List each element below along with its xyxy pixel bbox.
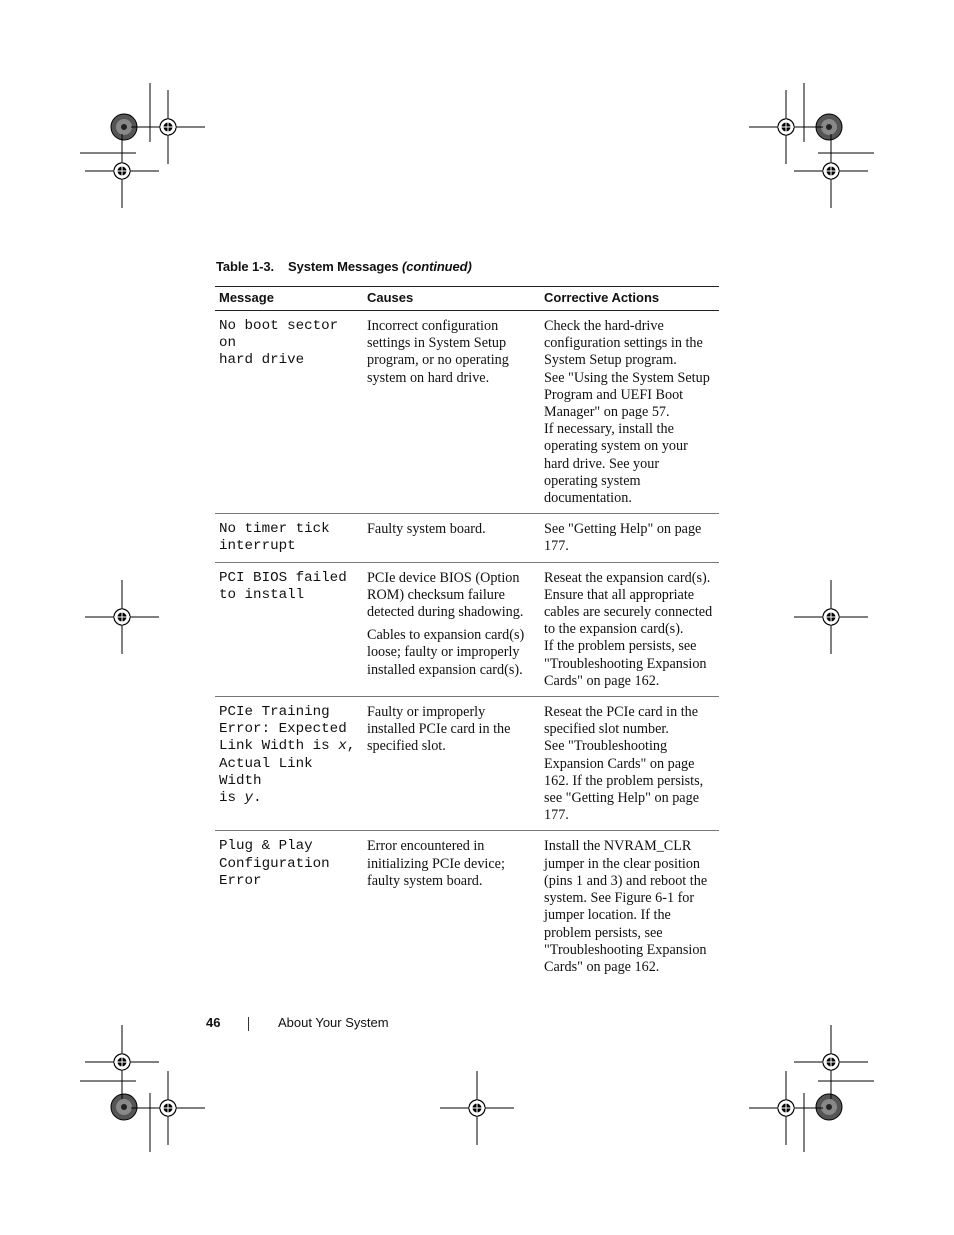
actions-cell (540, 514, 719, 562)
action-text: See "Getting Help" on page 177. (544, 521, 702, 555)
message-var: x (338, 738, 347, 755)
actions-cell (540, 562, 719, 696)
message-line: is y. (219, 790, 262, 807)
table-continued: (continued) (402, 259, 472, 274)
table-title: System Messages (288, 259, 399, 274)
message-line: Error (219, 872, 262, 889)
causes-cell (363, 562, 540, 696)
causes-cell (363, 831, 540, 982)
action-text: See "Using the System Setup Program and UEFI Boot Manager" on page 57. (544, 369, 710, 421)
system-messages-table (215, 286, 719, 982)
cause-text: Incorrect configuration settings in System Setup program, or no operating system on hard drive. (367, 318, 509, 386)
action-text: Check the hard-drive configuration settings in the System Setup program. (544, 318, 703, 369)
causes-cell (363, 311, 540, 514)
message-line: PCIe Training (219, 704, 330, 721)
actions-cell (540, 697, 719, 831)
message-var: y (244, 790, 254, 807)
message-cell (215, 514, 363, 562)
cause-text: Faulty or improperly installed PCIe card in the specified slot. (367, 704, 511, 755)
header-row (215, 287, 719, 311)
message-line: PCI BIOS failed (219, 569, 347, 586)
header-actions: Corrective Actions (540, 287, 719, 311)
message-line: hard drive (219, 352, 305, 369)
action-text: If necessary, install the operating system on your hard drive. See your operating system documentation. (544, 421, 688, 507)
actions-cell (540, 831, 719, 982)
cause-text: Cables to expansion card(s) loose; faulty or improperly installed expansion card(s). (367, 627, 525, 678)
message-line: No boot sector on (219, 318, 339, 352)
action-text: Ensure that all appropriate cables are securely connected to the expansion card(s). (544, 586, 713, 638)
action-text: See "Troubleshooting Expansion Cards" on page 162. If the problem persists, see "Getting Help" on page 177. (544, 738, 704, 824)
message-line: to install (219, 586, 305, 603)
table-number: Table 1-3. (216, 259, 275, 274)
header-message: Message (215, 287, 363, 311)
message-line: Actual Link Width (219, 755, 313, 789)
table-row (215, 697, 719, 831)
table-row (215, 562, 719, 696)
table-row (215, 311, 719, 514)
message-line: No timer tick (219, 521, 330, 538)
message-cell (215, 697, 363, 831)
action-text: Reseat the expansion card(s). (544, 569, 711, 586)
footer-divider (248, 1017, 249, 1031)
message-cell (215, 831, 363, 982)
action-text: If the problem persists, see "Troubleshooting Expansion Cards" on page 162. (544, 638, 707, 689)
action-text: Reseat the PCIe card in the specified slot number. (544, 704, 699, 738)
cause-text: PCIe device BIOS (Option ROM) checksum failure detected during shadowing. (367, 569, 524, 621)
message-line: Error: Expected (219, 721, 347, 738)
header-causes: Causes (363, 287, 540, 311)
page-number: 46 (206, 1015, 221, 1030)
message-line: Link Width is x, (219, 738, 356, 755)
message-cell (215, 562, 363, 696)
section-title: About Your System (278, 1015, 389, 1030)
causes-cell (363, 514, 540, 562)
message-cell (215, 311, 363, 514)
message-line: Configuration (219, 855, 330, 872)
table-caption (216, 259, 472, 274)
causes-cell (363, 697, 540, 831)
actions-cell (540, 311, 719, 514)
message-line: interrupt (219, 538, 296, 555)
cause-text: Error encountered in initializing PCIe device; faulty system board. (367, 838, 505, 889)
table-row (215, 831, 719, 982)
action-text: Install the NVRAM_CLR jumper in the clear position (pins 1 and 3) and reboot the system. See Figure 6-1 for jumper location. If the problem persists, see "Troubleshooting Expansion Cards" on page 162. (544, 838, 708, 975)
cause-text: Faulty system board. (367, 521, 486, 538)
message-line: Plug & Play (219, 838, 313, 855)
table-row (215, 514, 719, 562)
